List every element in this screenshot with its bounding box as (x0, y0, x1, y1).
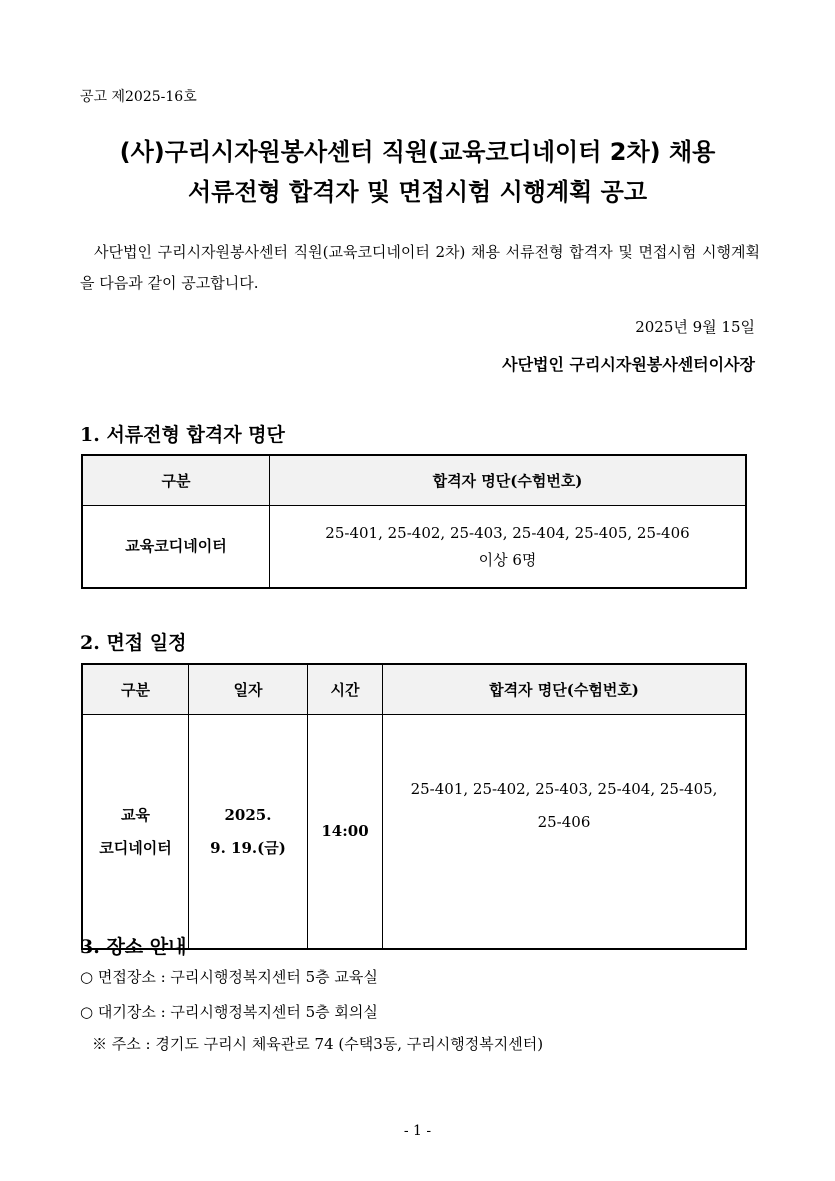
table-header-row (82, 455, 746, 506)
col-time: 시간 (308, 664, 383, 715)
document-pass-table (81, 454, 747, 589)
table-row (82, 506, 746, 589)
waiting-venue: ○ 대기장소 : 구리시행정복지센터 5층 회의실 (80, 1003, 378, 1021)
interview-venue: ○ 면접장소 : 구리시행정복지센터 5층 교육실 (80, 968, 378, 986)
table-header-row (82, 664, 746, 715)
col-category: 구분 (82, 455, 270, 506)
row-category-cell (82, 715, 189, 950)
row-pass-list-line2: 25-406 (537, 813, 591, 831)
table-row (82, 715, 746, 950)
document-title-line1: (사)구리시자원봉사센터 직원(교육코디네이터 2차) 채용 (119, 138, 716, 166)
row-time: 14:00 (308, 715, 383, 950)
row-pass-list-cell (270, 506, 747, 589)
row-pass-list-line1: 25-401, 25-402, 25-403, 25-404, 25-405, (410, 780, 718, 798)
col-date: 일자 (189, 664, 308, 715)
col-category: 구분 (82, 664, 189, 715)
document-title-line2: 서류전형 합격자 및 면접시험 시행계획 공고 (187, 178, 648, 206)
page-number: - 1 - (403, 1123, 432, 1139)
section2-heading: 2. 면접 일정 (80, 632, 187, 654)
row-pass-list-cell (383, 715, 747, 950)
col-pass-list: 합격자 명단(수험번호) (383, 664, 747, 715)
row-category: 교육코디네이터 (82, 506, 270, 589)
notice-number: 공고 제2025-16호 (80, 89, 197, 105)
issue-date: 2025년 9월 15일 (635, 318, 755, 336)
section1-heading: 1. 서류전형 합격자 명단 (80, 424, 285, 446)
row-category-line2: 코디네이터 (99, 838, 172, 857)
issuer-name: 사단법인 구리시자원봉사센터이사장 (502, 355, 755, 374)
row-category-line1: 교육 (121, 805, 150, 824)
intro-paragraph: 사단법인 구리시자원봉사센터 직원(교육코디네이터 2차) 채용 서류전형 합격자 및 면접시험 시행계획을 다음과 같이 공고합니다. (80, 243, 760, 292)
col-pass-list: 합격자 명단(수험번호) (270, 455, 747, 506)
row-date-line1: 2025. (224, 805, 272, 824)
address-note: ※ 주소 : 경기도 구리시 체육관로 74 (수택3동, 구리시행정복지센터) (92, 1035, 544, 1053)
row-date-cell (189, 715, 308, 950)
row-pass-list: 25-401, 25-402, 25-403, 25-404, 25-405, 25-406 (325, 523, 690, 542)
row-pass-total: 이상 6명 (478, 550, 537, 569)
section3-heading: 3. 장소 안내 (80, 936, 187, 958)
interview-schedule-table (81, 663, 747, 950)
row-date-line2: 9. 19.(금) (210, 838, 286, 857)
